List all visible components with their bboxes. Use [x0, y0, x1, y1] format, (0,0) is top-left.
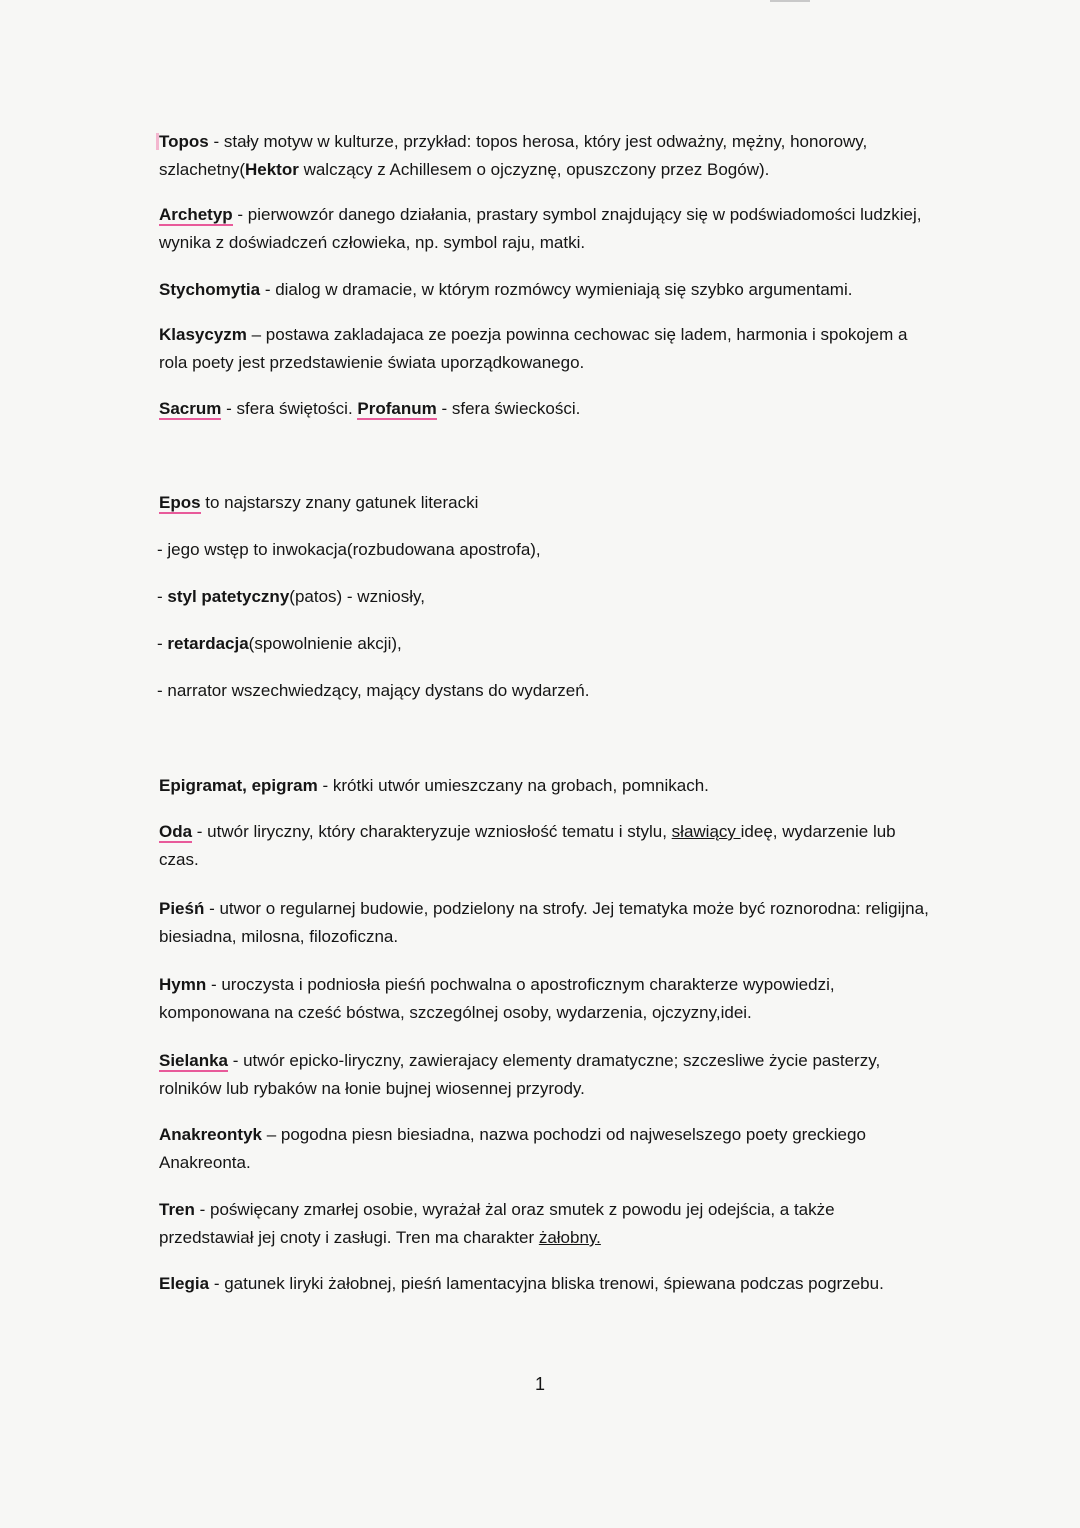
- term-sacrum: Sacrum: [159, 399, 222, 418]
- epos-bullet-3: - retardacja(spowolnienie akcji),: [157, 634, 402, 653]
- term-klasycyzm: Klasycyzm: [159, 325, 247, 344]
- entry-epigramat: Epigramat, epigram - krótki utwór umieszczany na grobach, pomnikach.: [159, 776, 709, 795]
- term-stychomytia: Stychomytia: [159, 280, 261, 299]
- page-number: 1: [534, 1374, 545, 1394]
- entry-anakreontyk: Anakreontyk – pogodna piesn biesiadna, nazwa pochodzi od najweselszego poety greckiego Anakreonta.: [159, 1125, 866, 1172]
- term-anakreontyk: Anakreontyk: [159, 1125, 262, 1144]
- term-profanum: Profanum: [357, 399, 437, 418]
- term-tren: Tren: [159, 1200, 195, 1219]
- entry-elegia: Elegia - gatunek liryki żałobnej, pieśń lamentacyjna bliska trenowi, śpiewana podczas pogrzebu.: [159, 1274, 884, 1293]
- entry-tren: Tren - poświęcany zmarłej osobie, wyrażał żal oraz smutek z powodu jej odejścia, a także przedstawiał jej cnoty i zasługi. Tren ma charakter żałobny.: [159, 1200, 835, 1247]
- term-elegia: Elegia: [159, 1274, 210, 1293]
- term-hymn: Hymn: [159, 975, 207, 994]
- scan-artifact: [770, 0, 810, 2]
- entry-stychomytia: Stychomytia - dialog w dramacie, w którym rozmówcy wymieniają się szybko argumentami.: [159, 280, 853, 299]
- epos-bullet-4: - narrator wszechwiedzący, mający dystans do wydarzeń.: [157, 681, 590, 700]
- entry-archetyp: Archetyp - pierwowzór danego działania, prastary symbol znajdujący się w podświadomości ludzkiej, wynika z doświadczeń człowieka, np. symbol raju, matki.: [159, 205, 922, 252]
- entry-klasycyzm: Klasycyzm – postawa zakladajaca ze poezja powinna cechowac się ladem, harmonia i spokojem a rola poety jest przedstawienie świata uporządkowanego.: [159, 325, 908, 372]
- term-sielanka: Sielanka: [159, 1051, 228, 1070]
- term-topos: Topos: [159, 132, 209, 151]
- epos-intro: Epos to najstarszy znany gatunek literacki: [159, 493, 479, 512]
- term-archetyp: Archetyp: [159, 205, 233, 224]
- entry-piesn: Pieśń - utwor o regularnej budowie, podzielony na strofy. Jej tematyka może być roznorodna: religijna, biesiadna, milosna, filozoficzna.: [159, 899, 929, 946]
- entry-topos: Topos - stały motyw w kulturze, przykład: topos herosa, który jest odważny, mężny, honorowy, szlachetny(Hektor walczący z Achillesem o ojczyznę, opuszczony przez Bogów).: [159, 132, 868, 179]
- term-epos: Epos: [159, 493, 201, 512]
- entry-hymn: Hymn - uroczysta i podniosła pieśń pochwalna o apostroficznym charakterze wypowiedzi, komponowana na cześć bóstwa, szczególnej osoby, wydarzenia, ojczyzny,idei.: [159, 975, 835, 1022]
- entry-sielanka: Sielanka - utwór epicko-liryczny, zawierajacy elementy dramatyczne; szczesliwe życie pasterzy, rolników lub rybaków na łonie bujnej wiosennej przyrody.: [159, 1051, 881, 1098]
- epos-bullet-2: - styl patetyczny(patos) - wzniosły,: [157, 587, 425, 606]
- entry-sacrum-profanum: Sacrum - sfera świętości. Profanum - sfera świeckości.: [159, 399, 581, 418]
- epos-bullet-1: - jego wstęp to inwokacja(rozbudowana apostrofa),: [157, 540, 541, 559]
- entry-oda: Oda - utwór liryczny, który charakteryzuje wzniosłość tematu i stylu, sławiący ideę, wydarzenie lub czas.: [159, 822, 896, 869]
- term-epigramat: Epigramat, epigram: [159, 776, 318, 795]
- term-piesn: Pieśń: [159, 899, 205, 918]
- term-hektor: Hektor: [244, 160, 299, 179]
- term-oda: Oda: [159, 822, 193, 841]
